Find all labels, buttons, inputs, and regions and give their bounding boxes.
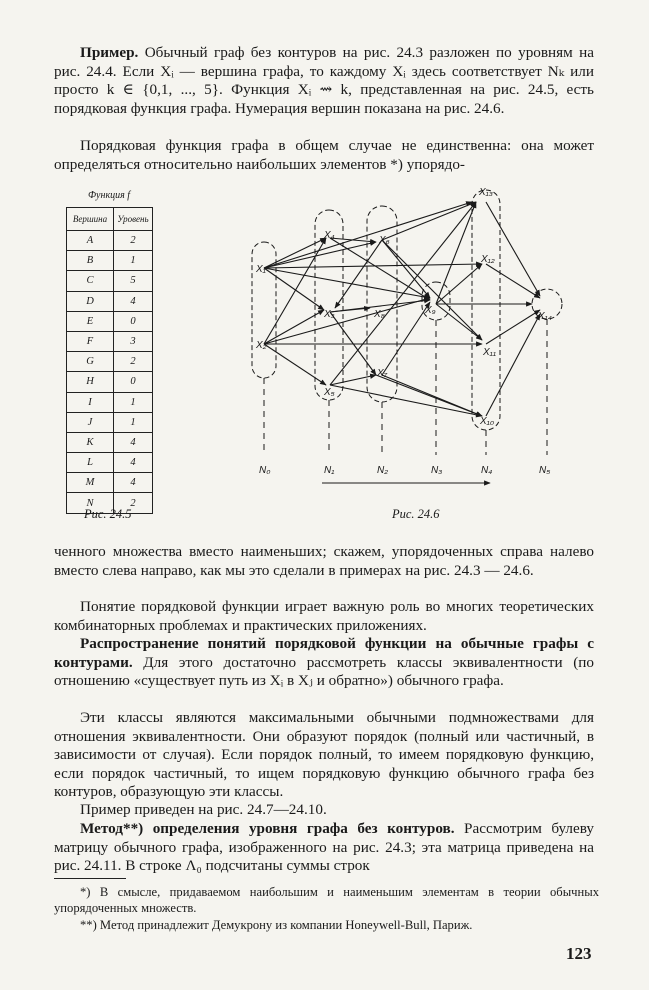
table-title: Функция f bbox=[88, 190, 131, 201]
table-row bbox=[67, 291, 153, 311]
paragraph-extension bbox=[54, 635, 594, 691]
node-x11: X₁₁ bbox=[483, 347, 496, 358]
paragraph-importance bbox=[54, 598, 594, 635]
node-x4: X₄ bbox=[324, 230, 335, 241]
paragraph-body: Рассмотрим булеву матрицу обычного графа, изображенного на рис. 24.3; эта матрица приведена на рис. 24.11. В строке Λ₀ подсчитаны суммы строк bbox=[54, 820, 594, 875]
level-cell: 0 bbox=[114, 372, 153, 392]
table-header-row bbox=[67, 208, 153, 231]
paragraph-body: Эти классы являются максимальными обычными подмножествами для отношения эквивалентности. Они образуют порядок (полный или частичный, в зависимости от случая). Если порядок полный, то имеем порядковую функцию, если порядок частичный, то ищем порядковую функцию обычного графа без контуров, образующую эти классы. bbox=[54, 709, 594, 801]
level-cell: 4 bbox=[114, 453, 153, 473]
level-cell: 2 bbox=[114, 493, 153, 513]
level-cell: 1 bbox=[114, 412, 153, 432]
vertex-cell: M bbox=[67, 473, 114, 493]
paragraph-lead: Метод**) определения уровня графа без контуров. bbox=[80, 820, 455, 837]
level-label-n4: N₄ bbox=[481, 465, 493, 476]
level-cell: 5 bbox=[114, 271, 153, 291]
paragraph-body: Понятие порядковой функции играет важную роль во многих теоретических комбинаторных проблемах и практических приложениях. bbox=[54, 598, 594, 634]
level-labels bbox=[259, 465, 550, 476]
node-x14: X₁₄ bbox=[538, 311, 552, 322]
table-row bbox=[67, 372, 153, 392]
level-group-n4 bbox=[472, 190, 500, 430]
level-label-n1: N₁ bbox=[324, 465, 335, 476]
figure-caption-right: Рис. 24.6 bbox=[392, 507, 440, 521]
level-cell: 1 bbox=[114, 251, 153, 271]
level-cell: 4 bbox=[114, 291, 153, 311]
level-group-n0 bbox=[252, 242, 276, 378]
figure-caption-left: Рис. 24.5 bbox=[84, 507, 132, 521]
paragraph-body: Обычный граф без контуров на рис. 24.3 разложен по уровням на рис. 24.4. Если Xᵢ — вершина графа, то каждому Xᵢ здесь соответствует Nₖ или просто k ∈ {0,1, ..., 5}. Функция Xᵢ ⇝ k, представленная на рис. 24.5, есть порядковая функция графа. Нумерация вершин показана на рис. 24.6. bbox=[54, 44, 594, 117]
table-row bbox=[67, 432, 153, 452]
level-groups bbox=[252, 190, 562, 430]
graph-nodes bbox=[255, 187, 552, 427]
column-header-vertex: Вершина bbox=[67, 208, 114, 231]
level-label-n3: N₃ bbox=[431, 465, 443, 476]
node-x10: X₁₀ bbox=[480, 416, 495, 427]
ordinal-function-table bbox=[66, 207, 153, 514]
paragraph-body: ченного множества вместо наименьших; скажем, упорядоченных справа налево вместо слева направо, как мы это сделали в примерах на рис. 24.3 — 24.6. bbox=[54, 543, 594, 579]
vertex-cell: J bbox=[67, 412, 114, 432]
table-row bbox=[67, 412, 153, 432]
level-cell: 2 bbox=[114, 352, 153, 372]
vertex-cell: C bbox=[67, 271, 114, 291]
paragraph-lead: Распространение понятий порядковой функции на обычные графы с контурами. bbox=[54, 635, 594, 671]
vertex-cell: E bbox=[67, 311, 114, 331]
graph-edges bbox=[264, 202, 540, 416]
paragraph-body: Порядковая функция графа в общем случае не единственна: она может определяться относительно наибольших элементов *) упорядо- bbox=[54, 137, 594, 173]
level-cell: 4 bbox=[114, 473, 153, 493]
vertex-cell: F bbox=[67, 331, 114, 351]
footnote-2 bbox=[54, 917, 599, 933]
vertex-cell: N bbox=[67, 493, 114, 513]
level-cell: 0 bbox=[114, 311, 153, 331]
node-x12: X₁₂ bbox=[481, 254, 495, 265]
level-label-n2: N₂ bbox=[377, 465, 389, 476]
node-x7: X₇ bbox=[377, 368, 388, 379]
vertex-cell: G bbox=[67, 352, 114, 372]
paragraph-body: Для этого достаточно рассмотреть классы эквивалентности (по отношению «существует путь из Xᵢ в Xⱼ и обратно») обычного графа. bbox=[54, 653, 594, 690]
level-cell: 2 bbox=[114, 231, 153, 251]
vertex-cell: L bbox=[67, 453, 114, 473]
level-cell: 1 bbox=[114, 392, 153, 412]
table-row bbox=[67, 251, 153, 271]
vertex-cell: A bbox=[67, 231, 114, 251]
table-row bbox=[67, 231, 153, 251]
paragraph-ordinal-not-unique bbox=[54, 137, 594, 174]
node-x6: X₆ bbox=[379, 235, 390, 246]
node-x13: X₁₃ bbox=[479, 187, 493, 198]
footnote-1 bbox=[54, 884, 599, 916]
table-row bbox=[67, 352, 153, 372]
node-x3: X₃ bbox=[324, 309, 335, 320]
node-x9: X₉ bbox=[425, 305, 436, 316]
level-cell: 4 bbox=[114, 432, 153, 452]
table-row bbox=[67, 453, 153, 473]
level-cell: 3 bbox=[114, 331, 153, 351]
node-x5: X₅ bbox=[324, 387, 335, 398]
paragraph-example bbox=[54, 44, 594, 118]
graph-diagram bbox=[240, 180, 580, 490]
level-label-n0: N₀ bbox=[259, 465, 271, 476]
vertex-cell: D bbox=[67, 291, 114, 311]
vertex-cell: B bbox=[67, 251, 114, 271]
footnote-text: *) В смысле, придаваемом наибольшим и наименьшим элементам в теории обычных упорядоченных множеств. bbox=[54, 885, 599, 915]
table-row bbox=[67, 331, 153, 351]
vertex-cell: I bbox=[67, 392, 114, 412]
footnote-text: **) Метод принадлежит Демукрону из компании Honeywell-Bull, Париж. bbox=[80, 918, 473, 932]
node-x1: X₁ bbox=[256, 264, 266, 275]
paragraph-continuation bbox=[54, 543, 594, 580]
node-x2: X₂ bbox=[256, 340, 267, 351]
level-label-n5: N₅ bbox=[539, 465, 551, 476]
paragraph-lead: Пример. bbox=[80, 44, 139, 61]
page-number: 123 bbox=[566, 944, 592, 963]
paragraph-classes bbox=[54, 709, 594, 802]
vertex-cell: K bbox=[67, 432, 114, 452]
node-x8: X₈ bbox=[374, 309, 385, 320]
vertex-cell: H bbox=[67, 372, 114, 392]
table-row bbox=[67, 392, 153, 412]
table-row bbox=[67, 271, 153, 291]
table-row bbox=[67, 311, 153, 331]
footnote-rule bbox=[54, 878, 126, 879]
paragraph-body: Пример приведен на рис. 24.7—24.10. bbox=[80, 801, 327, 818]
column-header-level: Уровень bbox=[114, 208, 153, 231]
paragraph-example-ref bbox=[54, 801, 594, 820]
table-row bbox=[67, 473, 153, 493]
paragraph-method bbox=[54, 820, 594, 876]
